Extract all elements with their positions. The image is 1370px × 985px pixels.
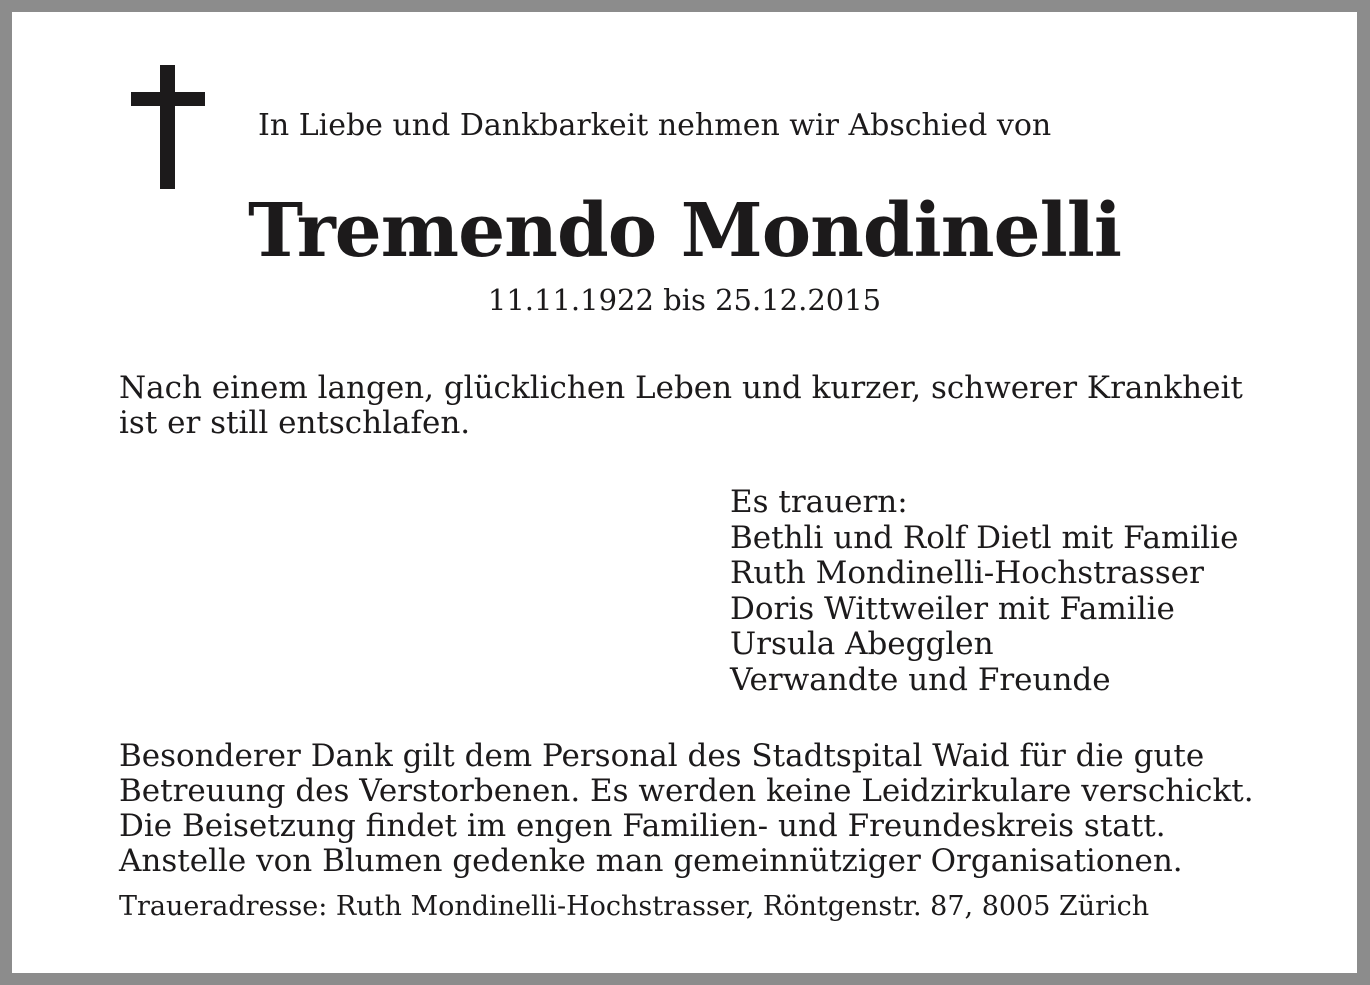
paragraph-line: Besonderer Dank gilt dem Personal des Stadtspital Waid für die gute [119,738,1205,774]
life-dates: 11.11.1922 bis 25.12.2015 [487,283,882,317]
paragraph-line: Betreuung des Verstorbenen. Es werden keine Leidzirkulare verschickt. [119,773,1254,809]
mourning-address: Traueradresse: Ruth Mondinelli-Hochstrasser, Röntgenstr. 87, 8005 Zürich [119,891,1150,922]
thanks-paragraph [119,739,1259,879]
mourners-list [730,485,1330,698]
mourner-name: Ursula Abegglen [730,626,994,662]
paragraph-line: Anstelle von Blumen gedenke man gemeinnütziger Organisationen. [119,843,1183,879]
mourner-name: Ruth Mondinelli-Hochstrasser [730,555,1204,591]
intro-text: In Liebe und Dankbarkeit nehmen wir Abschied von [258,108,1052,143]
mourners-heading: Es trauern: [730,484,908,520]
deceased-name: Tremendo Mondinelli [248,188,1121,274]
paragraph-line: Nach einem langen, glücklichen Leben und kurzer, schwerer Krankheit [119,370,1243,406]
mourner-name: Doris Wittweiler mit Familie [730,590,1175,627]
obituary-notice [12,12,1357,973]
passing-paragraph [119,371,1259,441]
mourner-name: Bethli und Rolf Dietl mit Familie [730,519,1239,556]
mourner-name: Verwandte und Freunde [730,661,1111,698]
latin-cross-icon [131,65,205,189]
paragraph-line: Die Beisetzung findet im engen Familien- und Freundeskreis statt. [119,808,1166,844]
paragraph-line: ist er still entschlafen. [119,405,471,441]
